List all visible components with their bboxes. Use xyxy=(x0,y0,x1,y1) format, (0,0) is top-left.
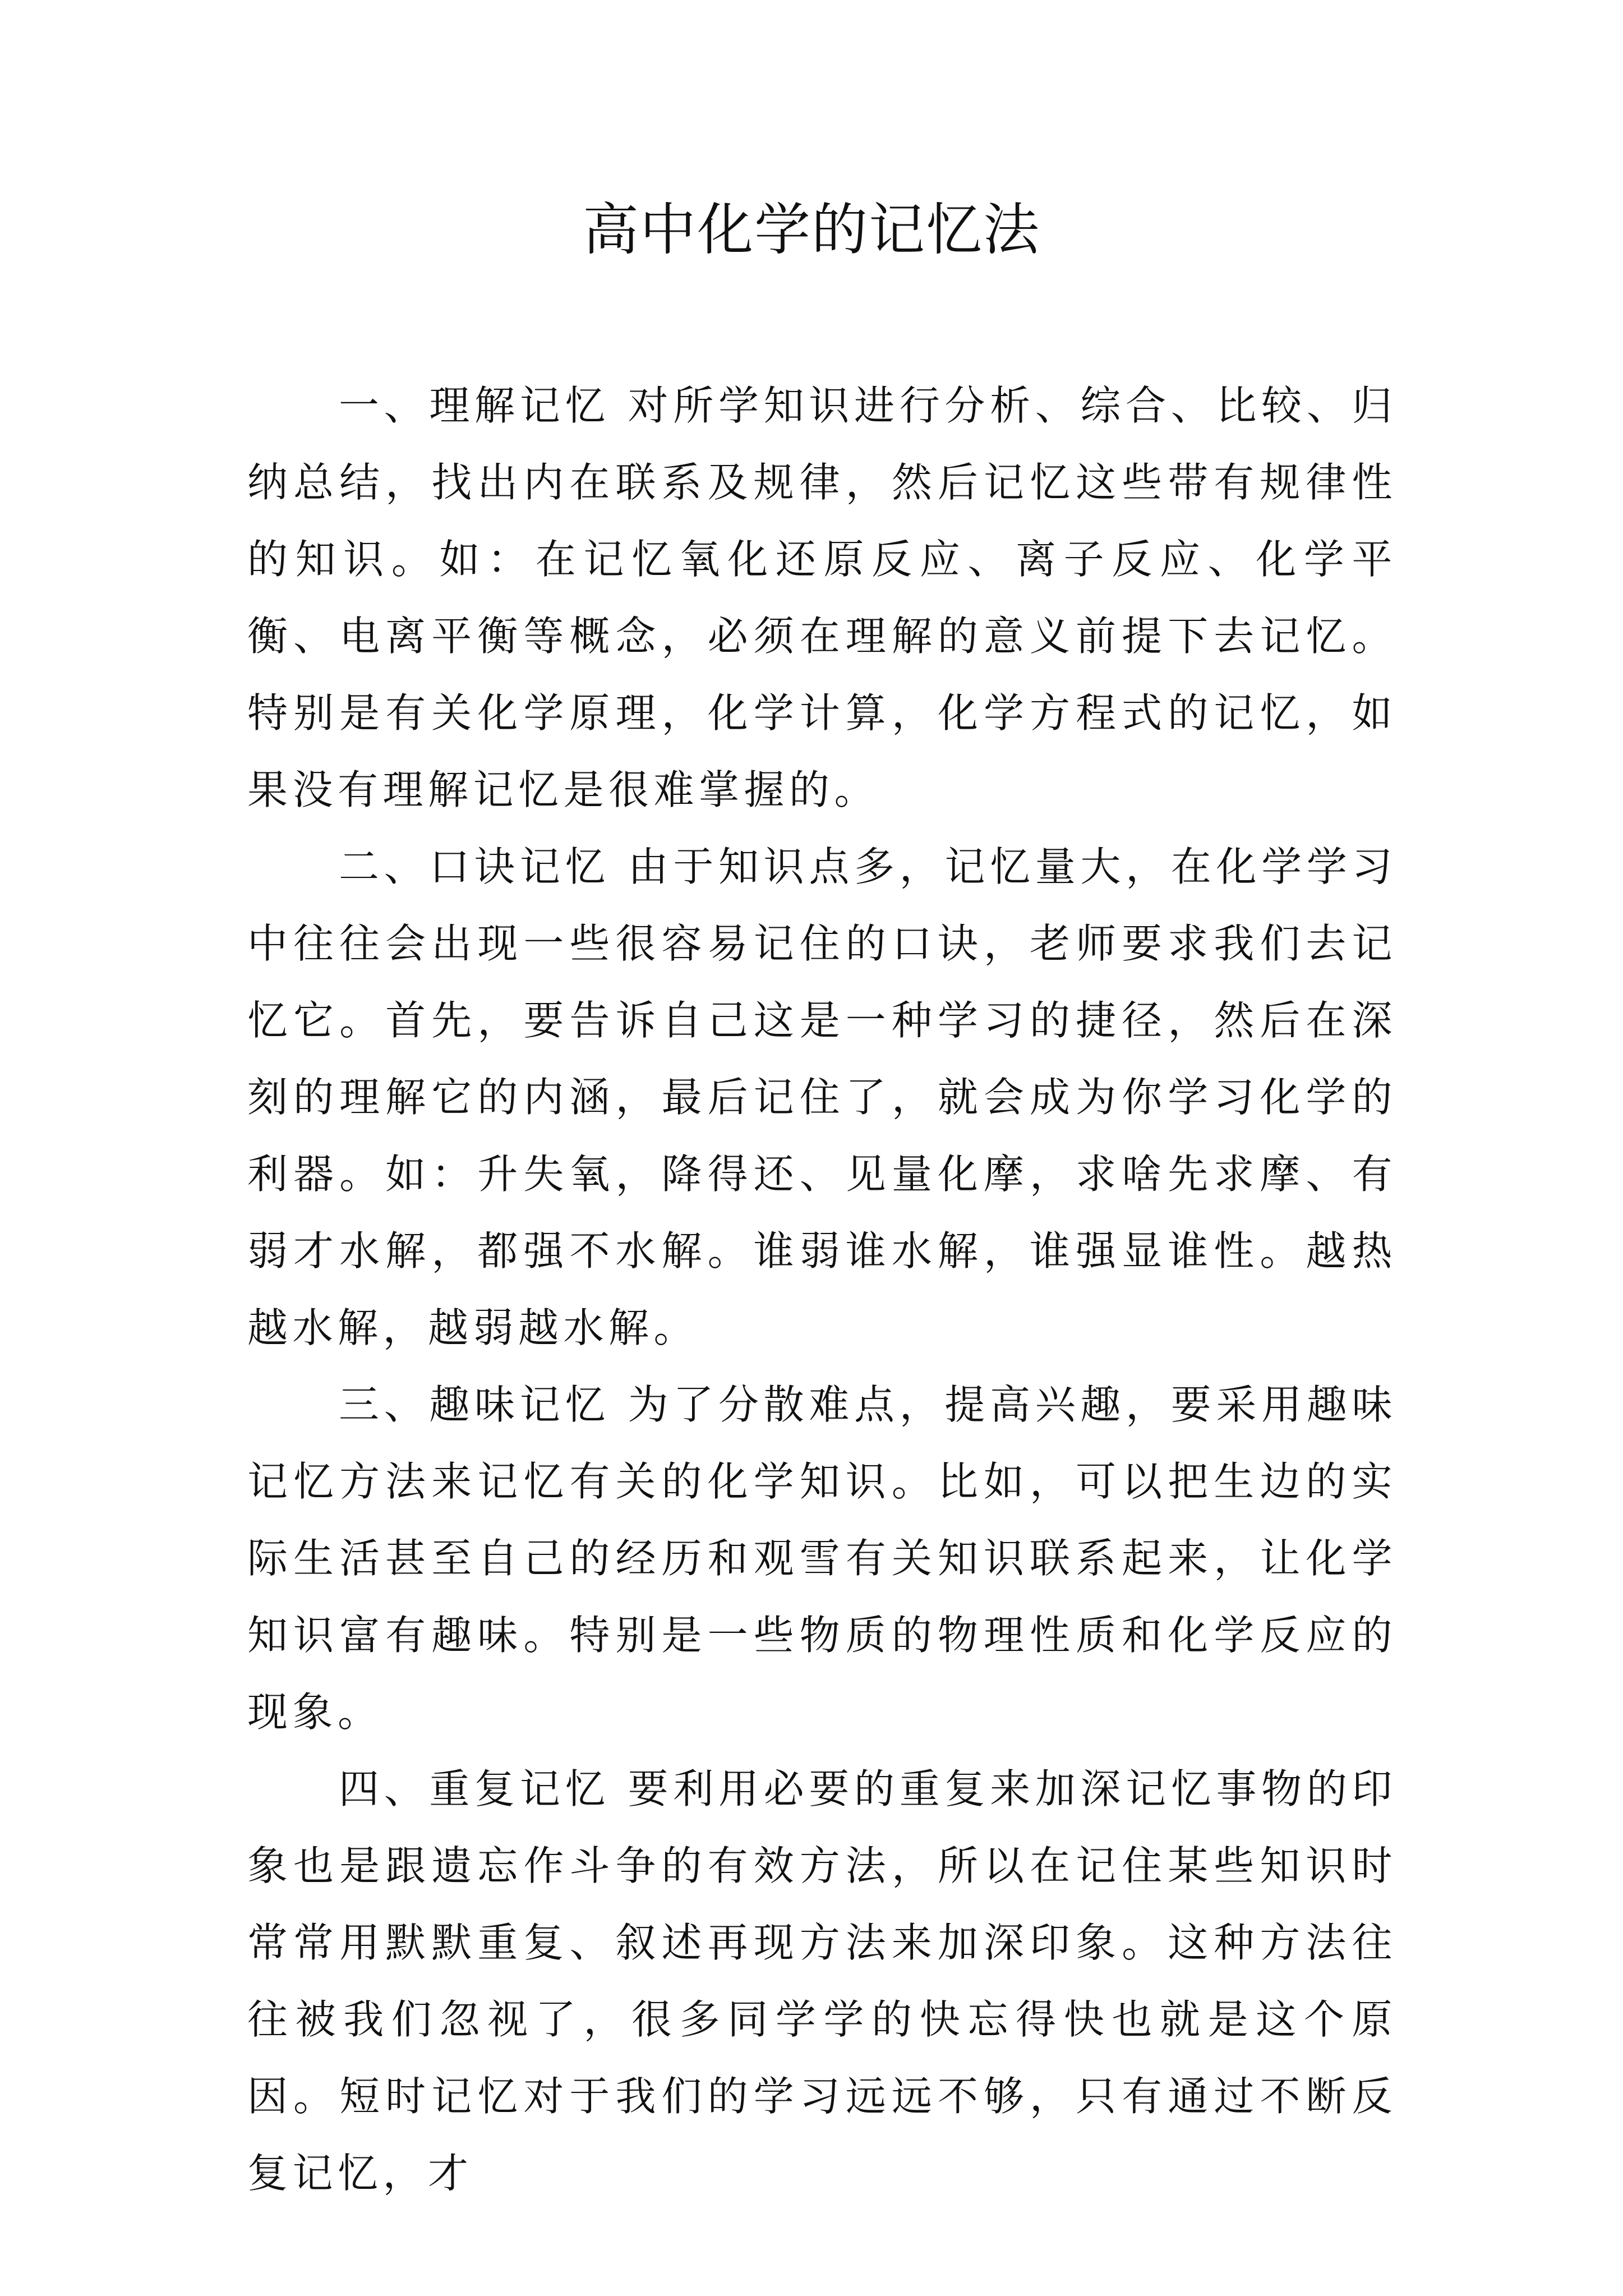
document-title: 高中化学的记忆法 xyxy=(583,197,1040,263)
paragraph-3: 三、趣味记忆 为了分散难点，提高兴趣，要采用趣味记忆方法来记忆有关的化学知识。比如，可以把生边的实际生活甚至自己的经历和观雪有关知识联系起来，让化学知识富有趣味。特别是一些物质的物理性质和化学反应的现象。 xyxy=(247,1381,1397,1736)
document-body xyxy=(247,367,1397,2212)
paragraph-4: 四、重复记忆 要利用必要的重复来加深记忆事物的印象也是跟遗忘作斗争的有效方法，所以在记住某些知识时常常用默默重复、叙述再现方法来加深印象。这种方法往往被我们忽视了，很多同学学的快忘得快也就是这个原因。短时记忆对于我们的学习远远不够，只有通过不断反复记忆，才 xyxy=(247,1765,1397,2197)
paragraph-1: 一、理解记忆 对所学知识进行分析、综合、比较、归纳总结，找出内在联系及规律，然后记忆这些带有规律性的知识。如：在记忆氧化还原反应、离子反应、化学平衡、电离平衡等概念，必须在理解的意义前提下去记忆。特别是有关化学原理，化学计算，化学方程式的记忆，如果没有理解记忆是很难掌握的。 xyxy=(247,382,1397,813)
paragraph-2: 二、口诀记忆 由于知识点多，记忆量大，在化学学习中往往会出现一些很容易记住的口诀，老师要求我们去记忆它。首先，要告诉自己这是一种学习的捷径，然后在深刻的理解它的内涵，最后记住了，就会成为你学习化学的利器。如：升失氧，降得还、见量化摩，求啥先求摩、有弱才水解，都强不水解。谁弱谁水解，谁强显谁性。越热越水解，越弱越水解。 xyxy=(247,843,1397,1351)
